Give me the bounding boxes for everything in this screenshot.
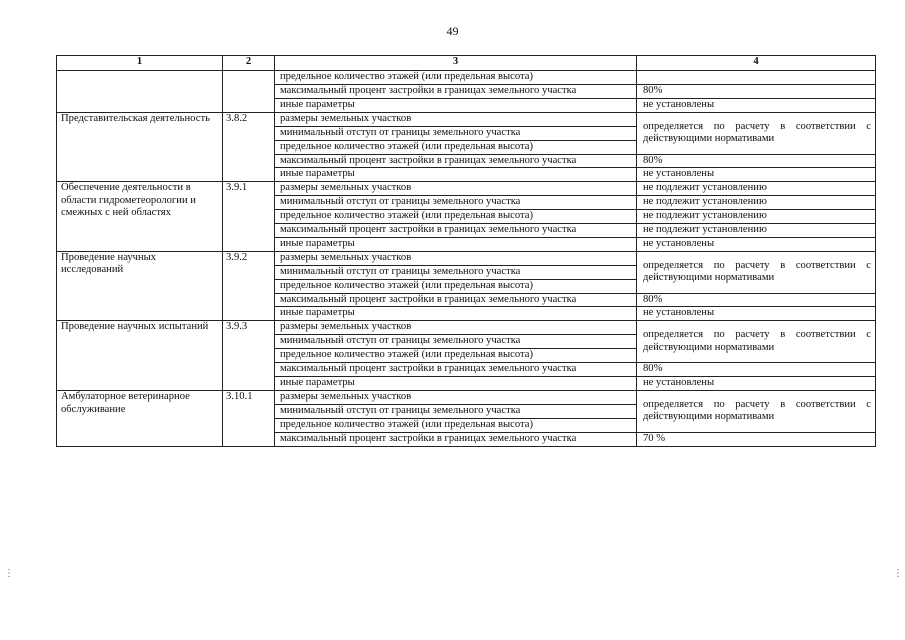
- parameter-name: предельное количество этажей (или предельная высота): [275, 279, 637, 293]
- parameter-value: 70 %: [637, 432, 876, 446]
- parameter-name: иные параметры: [275, 237, 637, 251]
- header-row: [57, 56, 876, 71]
- table-row: [57, 321, 876, 335]
- parameter-name: предельное количество этажей (или предельная высота): [275, 349, 637, 363]
- parameter-name: максимальный процент застройки в границах земельного участка: [275, 224, 637, 238]
- column-header: 2: [223, 56, 275, 71]
- parameter-name: размеры земельных участков: [275, 112, 637, 126]
- parameter-value: определяется по расчету в соответствии с действующими нормативами: [637, 321, 876, 363]
- group-name: Представительская деятельность: [57, 112, 223, 182]
- table-row: [57, 182, 876, 196]
- group-code: 3.9.1: [223, 182, 275, 252]
- parameter-name: максимальный процент застройки в границах земельного участка: [275, 363, 637, 377]
- column-header: 4: [637, 56, 876, 71]
- group-name: Обеспечение деятельности в области гидрометеорологии и смежных с ней областях: [57, 182, 223, 252]
- parameter-name: иные параметры: [275, 168, 637, 182]
- parameter-value: не подлежит установлению: [637, 210, 876, 224]
- page-number: 49: [446, 24, 459, 38]
- group-name: Проведение научных испытаний: [57, 321, 223, 391]
- parameter-name: максимальный процент застройки в границах земельного участка: [275, 85, 637, 99]
- group-code: [223, 71, 275, 113]
- parameter-name: минимальный отступ от границы земельного участка: [275, 126, 637, 140]
- scan-edge-mark-right: ⋮: [893, 568, 903, 579]
- parameter-name: иные параметры: [275, 376, 637, 390]
- parameter-value: не подлежит установлению: [637, 224, 876, 238]
- parameter-value: 80%: [637, 154, 876, 168]
- parameter-name: предельное количество этажей (или предельная высота): [275, 210, 637, 224]
- table-row: [57, 112, 876, 126]
- parameter-value: не установлены: [637, 237, 876, 251]
- parameter-name: минимальный отступ от границы земельного участка: [275, 404, 637, 418]
- group-code: 3.9.2: [223, 251, 275, 321]
- parameter-value: определяется по расчету в соответствии с действующими нормативами: [637, 251, 876, 293]
- parameter-name: предельное количество этажей (или предельная высота): [275, 418, 637, 432]
- parameter-value: 80%: [637, 363, 876, 377]
- parameter-name: минимальный отступ от границы земельного участка: [275, 196, 637, 210]
- group-code: 3.8.2: [223, 112, 275, 182]
- parameter-value: не подлежит установлению: [637, 196, 876, 210]
- regulations-table: [56, 55, 876, 447]
- table-row: [57, 251, 876, 265]
- parameter-name: максимальный процент застройки в границах земельного участка: [275, 154, 637, 168]
- parameter-name: предельное количество этажей (или предельная высота): [275, 71, 637, 85]
- parameter-name: размеры земельных участков: [275, 251, 637, 265]
- parameter-name: максимальный процент застройки в границах земельного участка: [275, 432, 637, 446]
- parameter-name: минимальный отступ от границы земельного участка: [275, 335, 637, 349]
- parameter-value: не установлены: [637, 168, 876, 182]
- group-code: 3.10.1: [223, 390, 275, 446]
- parameter-value: не установлены: [637, 307, 876, 321]
- parameter-name: размеры земельных участков: [275, 390, 637, 404]
- group-name: [57, 71, 223, 113]
- parameter-value: [637, 71, 876, 85]
- parameter-name: размеры земельных участков: [275, 182, 637, 196]
- parameter-value: не установлены: [637, 376, 876, 390]
- parameter-value: определяется по расчету в соответствии с действующими нормативами: [637, 112, 876, 154]
- parameter-value: не подлежит установлению: [637, 182, 876, 196]
- parameter-value: 80%: [637, 293, 876, 307]
- column-header: 1: [57, 56, 223, 71]
- parameter-name: иные параметры: [275, 307, 637, 321]
- parameter-value: 80%: [637, 85, 876, 99]
- parameter-name: иные параметры: [275, 98, 637, 112]
- table-row: [57, 390, 876, 404]
- parameter-name: максимальный процент застройки в границах земельного участка: [275, 293, 637, 307]
- group-code: 3.9.3: [223, 321, 275, 391]
- table-row: [57, 71, 876, 85]
- parameter-value: определяется по расчету в соответствии с действующими нормативами: [637, 390, 876, 432]
- parameter-name: предельное количество этажей (или предельная высота): [275, 140, 637, 154]
- parameter-name: минимальный отступ от границы земельного участка: [275, 265, 637, 279]
- scan-edge-mark-left: ⋮: [4, 568, 14, 579]
- parameter-name: размеры земельных участков: [275, 321, 637, 335]
- parameter-value: не установлены: [637, 98, 876, 112]
- group-name: Амбулаторное ветеринарное обслуживание: [57, 390, 223, 446]
- column-header: 3: [275, 56, 637, 71]
- group-name: Проведение научных исследований: [57, 251, 223, 321]
